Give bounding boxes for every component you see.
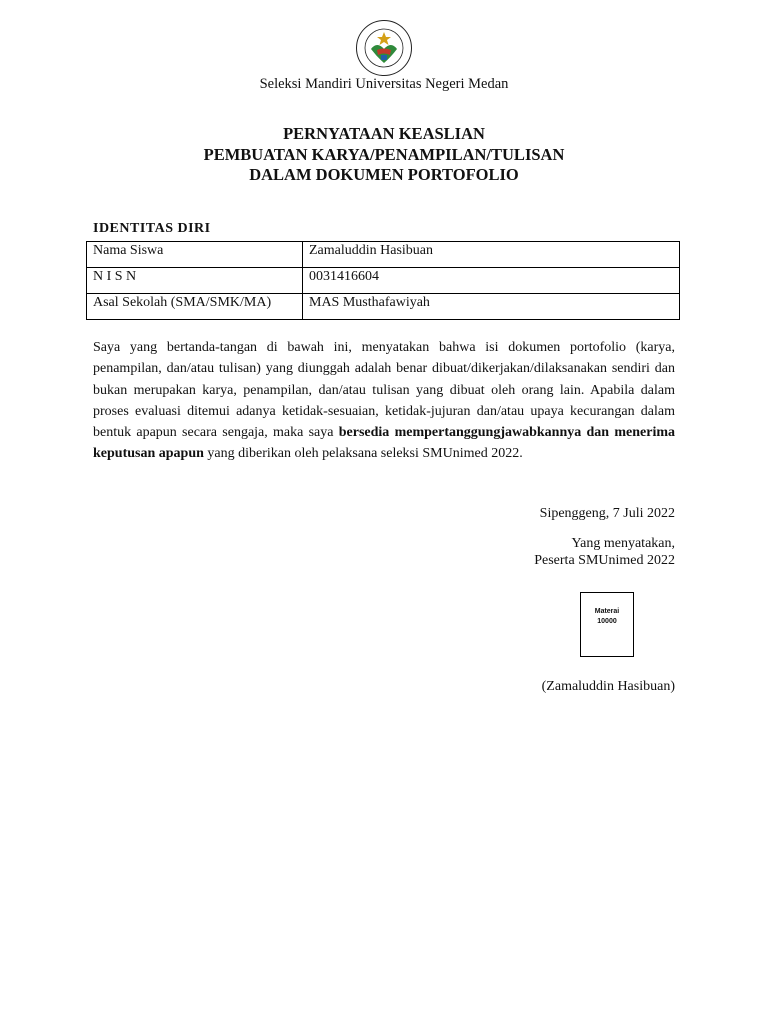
duty-stamp-box xyxy=(580,592,634,657)
title-line-3: DALAM DOKUMEN PORTOFOLIO xyxy=(249,165,519,184)
table-row xyxy=(87,268,680,294)
identity-table xyxy=(86,241,680,320)
value-school: MAS Musthafawiyah xyxy=(303,294,680,320)
statement-text: Saya yang bertanda-tangan di bawah ini, menyatakan bahwa isi dokumen portofolio (karya, penampilan, dan/atau tulisan) yang diunggah adalah benar dibuat/dikerjakan/dilaksanakan sendiri dan bukan merupakan karya, penampilan, dan/atau tulisan yang dibuat oleh orang lain. Apabila dalam proses evaluasi ditemui adanya ketidak-sesuaian, ketidak-jujuran dan/atau upaya kecurangan dalam bentuk apapun secara sengaja, maka saya xyxy=(93,340,675,441)
stamp-label: Materai xyxy=(594,608,620,615)
value-nisn: 0031416604 xyxy=(303,268,680,294)
title-line-2: PEMBUATAN KARYA/PENAMPILAN/TULISAN xyxy=(203,144,565,164)
signer-name: (Zamaluddin Hasibuan) xyxy=(541,679,675,694)
statement-text-end: yang diberikan oleh pelaksana seleksi SMUnimed 2022. xyxy=(203,446,523,462)
stamp-value: 10000 xyxy=(597,618,617,625)
statement-paragraph xyxy=(93,337,675,465)
label-school: Asal Sekolah (SMA/SMK/MA) xyxy=(87,294,303,320)
institution-name: Seleksi Mandiri Universitas Negeri Medan xyxy=(259,76,509,92)
unimed-logo xyxy=(355,19,413,77)
declarant-line-2: Peserta SMUnimed 2022 xyxy=(534,553,675,568)
title-line-1: PERNYATAAN KEASLIAN xyxy=(283,124,485,143)
table-row xyxy=(87,294,680,320)
declarant-line-1: Yang menyatakan, xyxy=(571,536,675,551)
label-nisn: N I S N xyxy=(87,268,303,294)
value-student-name: Zamaluddin Hasibuan xyxy=(303,242,680,268)
table-row xyxy=(87,242,680,268)
statement-bold-text: bersedia mempertanggungjawabkannya dan menerima keputusan apapun xyxy=(93,425,675,462)
declarant-block xyxy=(534,535,675,569)
place-date: Sipenggeng, 7 Juli 2022 xyxy=(539,506,675,521)
label-student-name: Nama Siswa xyxy=(87,242,303,268)
document-title xyxy=(0,124,768,186)
identity-heading: IDENTITAS DIRI xyxy=(93,221,211,236)
